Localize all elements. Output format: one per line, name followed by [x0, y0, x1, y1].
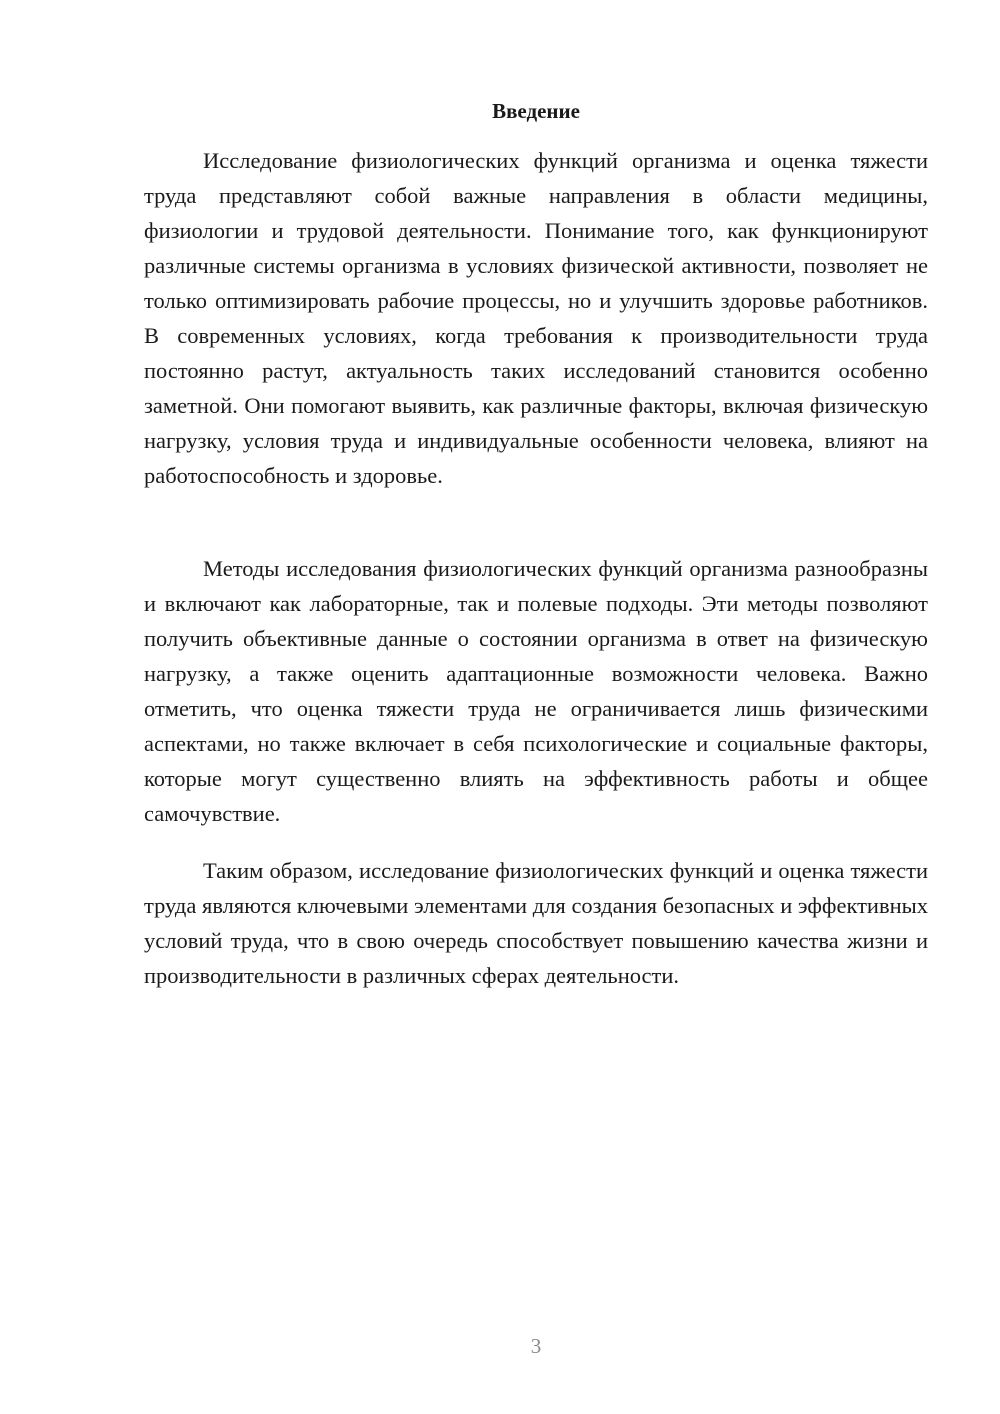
page-number: 3	[530, 1334, 542, 1358]
paragraph-3: Таким образом, исследование физиологических функций и оценка тяжести труда являются ключевыми элементами для создания безопасных и эффективных условий труда, что в свою очередь способствует повышению качества жизни и производительности в различных сферах деятельности.	[144, 858, 928, 988]
paragraph-1: Исследование физиологических функций организма и оценка тяжести труда представляют собой важные направления в области медицины, физиологии и трудовой деятельности. Понимание того, как функционируют различные системы организма в условиях физической активности, позволяет не только оптимизировать рабочие процессы, но и улучшить здоровье работников. В современных условиях, когда требования к производительности труда постоянно растут, актуальность таких исследований становится особенно заметной. Они помогают выявить, как различные факторы, включая физическую нагрузку, условия труда и индивидуальные особенности человека, влияют на работоспособность и здоровье.	[144, 148, 928, 488]
paragraph-2: Методы исследования физиологических функций организма разнообразны и включают как лабораторные, так и полевые подходы. Эти методы позволяют получить объективные данные о состоянии организма в ответ на физическую нагрузку, а также оценить адаптационные возможности человека. Важно отметить, что оценка тяжести труда не ограничивается лишь физическими аспектами, но также включает в себя психологические и социальные факторы, которые могут существенно влиять на эффективность работы и общее самочувствие.	[144, 556, 928, 826]
section-heading: Введение	[492, 99, 580, 123]
